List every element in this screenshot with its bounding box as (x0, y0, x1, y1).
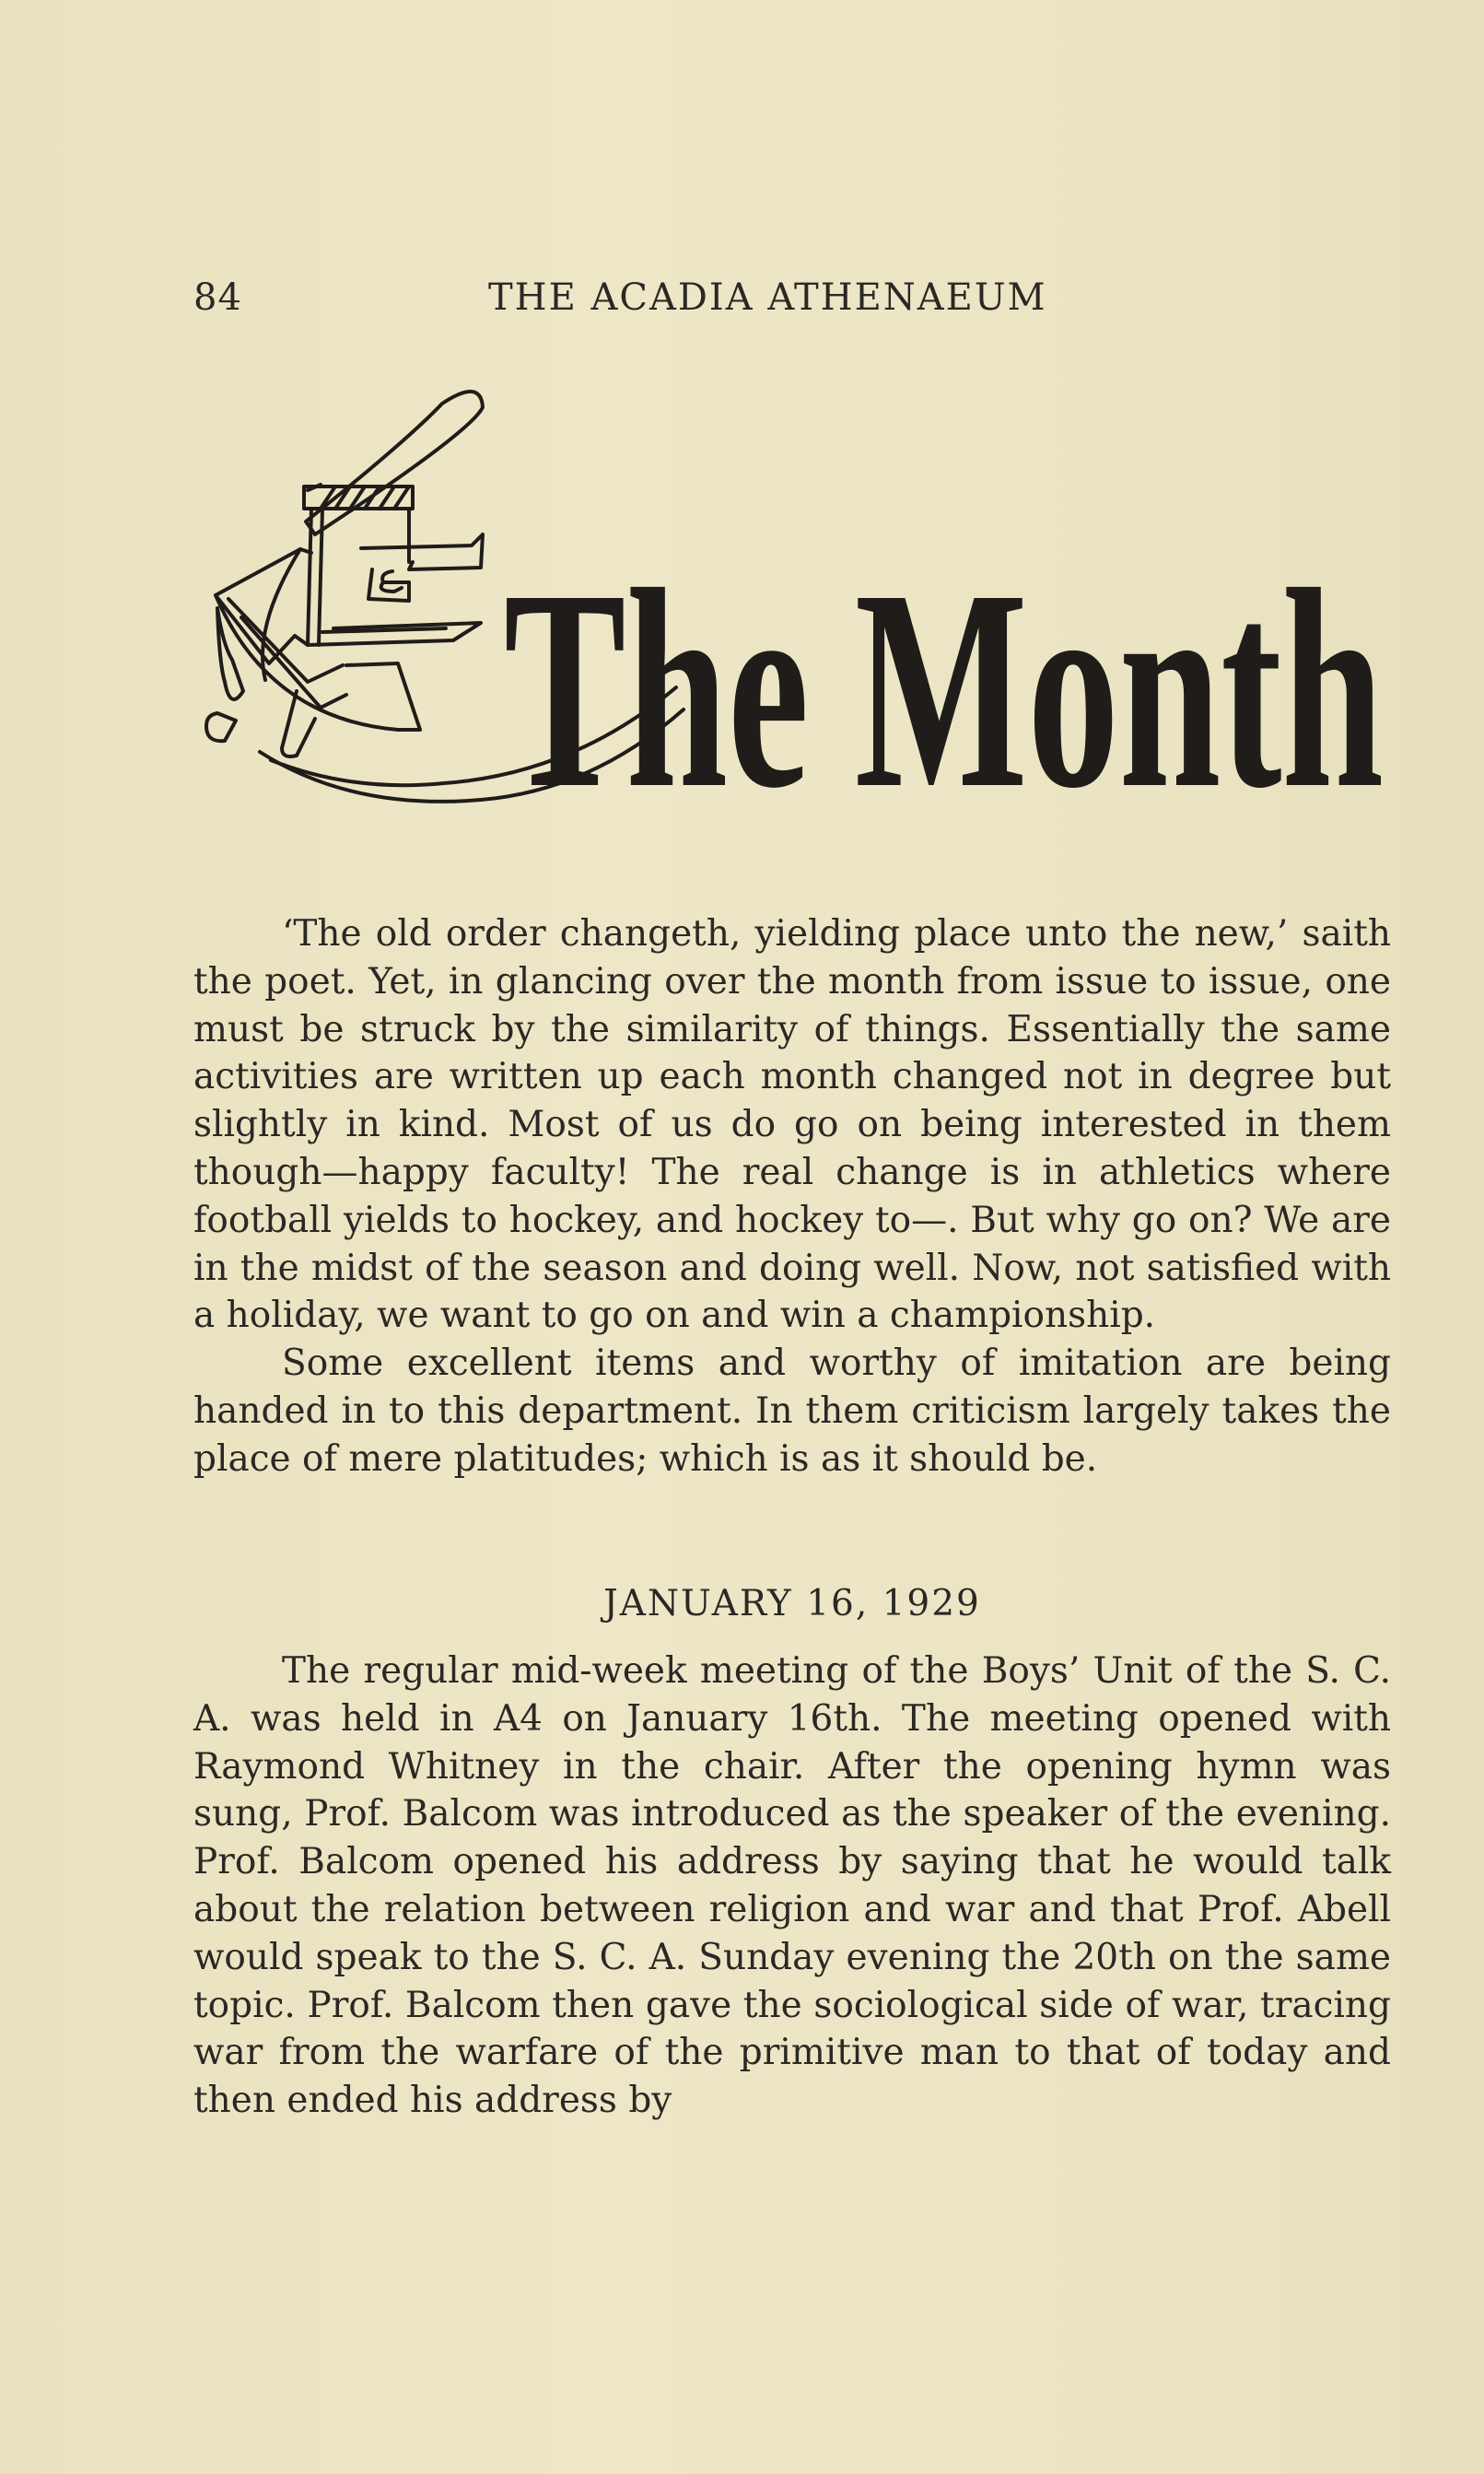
entry-paragraph: The regular mid-week meeting of the Boys’ Unit of the S. C. A. was held in A4 on January 16th. The meeting opened with Raymond Whitney in the chair. After the opening hymn was sung, Prof. Balcom was introduced as the speaker of the evening. Prof. Balcom opened his address by saying that he would talk about the relation between religion and war and that Prof. Abell would speak to the S. C. A. Sunday evening the 20th on the same topic. Prof. Balcom then gave the sociological side of war, tracing war from the warfare of the primitive man to that of today and then ended his address by (193, 1650, 1391, 2122)
entry-date-heading: JANUARY 16, 1929 (603, 1583, 981, 1624)
running-title: THE ACADIA ATHENAEUM (488, 276, 1047, 319)
entry-article (193, 1647, 1391, 2125)
heading-title-text: The Month (504, 532, 1384, 848)
heading-title-lettering (504, 532, 1384, 848)
intro-paragraph: Some excellent items and worthy of imitation are being handed in to this department. In them criticism largely takes the place of mere platitudes; which is as it should be. (193, 1343, 1391, 1480)
page-number: 84 (193, 276, 242, 319)
section-heading-illustration (204, 387, 1393, 866)
page-header (193, 276, 1391, 332)
intro-paragraph: ‘The old order changeth, yielding place unto the new,’ saith the poet. Yet, in glancing over the month from issue to issue, one must be struck by the similarity of things. Essentially the same activities are written up each month changed not in degree but slightly in kind. Most of us do go on being interested in them though—happy faculty! The real change is in athletics where football yields to hockey, and hockey to—. But why go on? We are in the midst of the season and doing well. Now, not satisfied with a holiday, we want to go on and win a championship. (193, 913, 1391, 1337)
intro-article (193, 910, 1391, 1483)
